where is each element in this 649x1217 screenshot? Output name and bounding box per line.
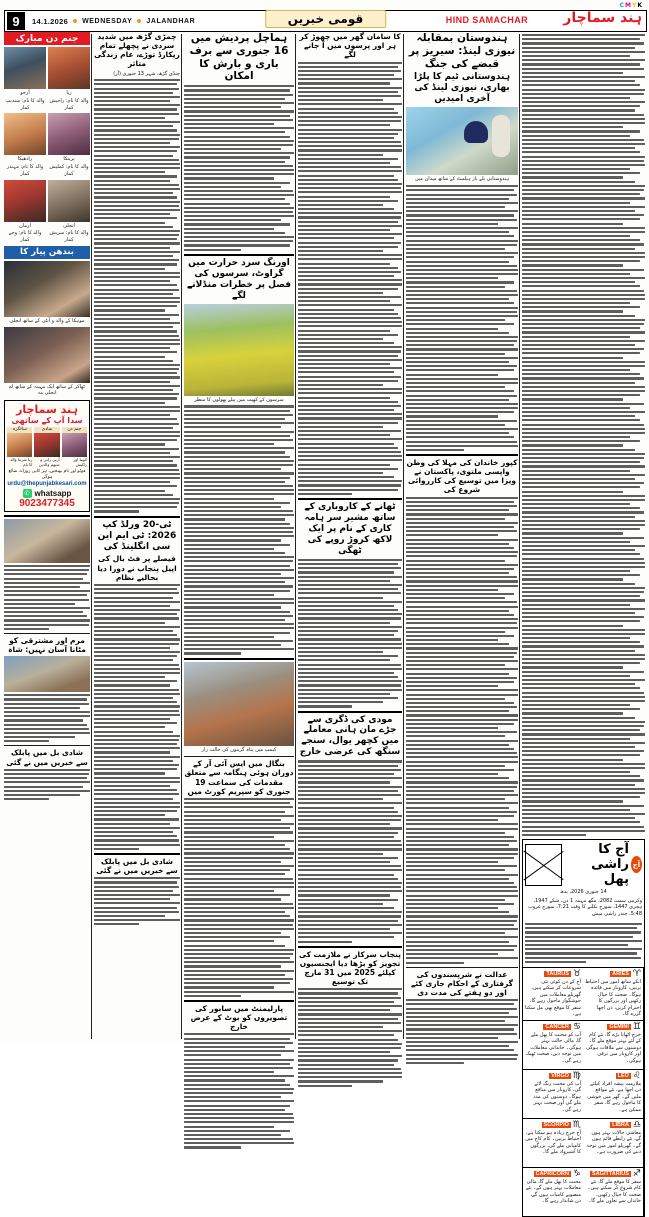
story-body [298,988,402,1086]
headline-bottom-col2: شادی بل میں پابلک سے خبریں میں نے گئی [96,856,178,876]
ad-tile [7,427,32,467]
zodiac-text: انکے ساتھ امور میں احتیاط برتیں، کاروبار میں فائدہ ہوگا۔ صحت کا خیال رکھیں اور بزرگوں کا احترام کریں، دن اچھا گزرے گا۔ [585,978,641,1018]
separator-dot-2 [137,19,141,23]
zodiac-text: خرچ اٹھانا پڑے گا، نئے کام کے لئے بہتر موقع ملے گا۔ دوستوں سے ملاقات ہوگی اور کاروبار میں ترقی ہوگی۔ [586,1031,641,1064]
birthday-card [48,47,90,111]
ad-tile-caption: آرتی رانی و شبھم والدین [38,456,60,468]
child-photo [4,47,46,89]
couple-caption-2: ٹھاکر کے ساتھ ایک مہینہ کے ساتھ اے انجلی مہ [9,383,85,397]
story-body [184,85,294,250]
zodiac-text: آج کے دن کوئی نئی شروعات کر سکتے ہیں، گھریلو معاملات میں خوشگوار ماحول رہے گا، سفر کا موقع بھی مل سکتا ہے۔ [525,978,581,1018]
photo-mustard-field [184,304,294,396]
headline-kapoor-family: کپور خاندان کی مہلا کی وطن واپسی ملتوی، پاکستان نے ویزا میں توسیع کی کارروائی شروع کی [406,458,518,495]
zodiac-row [523,1020,644,1069]
zodiac-text: ملازمت پیشہ افراد کیلئے دن اچھا ہے، نئے مواقع ملیں گے۔ گھر میں خوشی کا ماحول رہے گا، سفر ممکن ہے۔ [587,1080,641,1113]
zodiac-text: معاشی حالات بہتر ہوں گے، نئے رابطے قائم ہوں گے۔ گھریلو امور میں توجہ دینے کی ضرورت ہے۔ [586,1129,641,1156]
child-parent: والد کا نام: مہندر کمار [6,164,44,177]
cancer-icon: ♋ [572,1021,581,1032]
story-body [298,62,402,495]
child-parent: والد کا نام: راجیش کمار [49,97,89,111]
column-4 [298,32,402,1089]
aries-icon: ♈ [632,968,641,979]
story-body [406,497,518,964]
love-banner: بندھن پیار کا [4,246,90,259]
story-body [184,1033,294,1148]
zodiac-name-en: CANCER [545,1024,569,1031]
child-parent: والد کا نام: کملیش کمار [49,164,89,177]
whatsapp-label: whatsapp [34,488,72,498]
headline-himachal-snow: ہماچل پردیش میں 16 جنوری سے برف باری و بارش کا امکان [189,32,289,83]
column-rule-5 [519,34,520,1039]
child-photo [4,180,46,222]
ad-brand-logo: ہند سماچار [16,403,78,416]
horoscope-badge: آج [631,856,642,873]
divider [406,454,518,456]
story-body [184,405,294,654]
ad-tiles [7,427,87,467]
column-1 [4,32,90,802]
column-rule-2 [181,34,182,1039]
child-parent: والد کا نام: سریش کمار [49,230,89,243]
horoscope-header [523,840,644,889]
ad-tile-label: سالگرہ [7,427,32,433]
divider [298,711,402,713]
headline-court-order: عدالت نے شرپسندوں کی گرفتاری کے احکام جاری کئے اور دو ہفتے کی مدت دی [410,969,514,997]
brand-name-english: HIND SAMACHAR [445,15,528,25]
ad-tile-caption: کویتا اور راکیش [73,456,87,468]
divider [184,1000,294,1002]
zodiac-name-en: SCORPIO [543,1122,569,1129]
column-6 [522,32,645,1217]
divider [184,254,294,256]
story-body [406,185,518,451]
child-name: ارمان [19,222,31,229]
zodiac-card-sagittarius[interactable] [583,1168,644,1216]
column-5 [406,32,518,1066]
zodiac-title [525,1072,581,1081]
ad-tile [34,427,59,467]
ad-note: فوٹو اور نام بھیجیں، ہر کاپی روزانہ شائع ہوگی [8,469,86,481]
headline-t20-worldcup: ٹی-20 ورلڈ کپ 2026: ٹی ایم این سی انگلینڈ کی [97,519,177,552]
zodiac-card-virgo[interactable] [523,1070,583,1118]
birthday-card [4,113,46,177]
child-name: پرینکا [63,156,75,163]
zodiac-name-en: ARIES [612,971,629,978]
publication-date: 14.1.2026 [32,16,69,26]
ad-tile [62,427,87,467]
photo-caption-field: سرسوں کے کھیت میں پیلے پھولوں کا منظر [194,396,284,403]
section-banner: قومی خبریں [265,10,386,28]
kundli-chart-icon [525,844,562,886]
column-rule-3 [295,34,296,1039]
zodiac-name-en: TAURUS [546,971,569,978]
divider [4,633,90,634]
couple-photo-2 [4,327,90,383]
child-parent: والد کا نام: سندیپ کمار [5,97,45,111]
horoscope-title: آج کا راشی پھل [591,842,629,887]
zodiac-title [585,1170,641,1179]
story-body [184,798,294,997]
zodiac-title [585,1121,641,1130]
child-name: ریا [66,90,72,96]
cmyk-c: C [619,2,625,9]
story-body [4,565,90,630]
ad-tile-photo [62,433,87,457]
cmyk-k: K [637,2,643,9]
column-3 [184,32,294,1151]
zodiac-name-en: CAPRICORN [535,1171,569,1178]
headline-col4-top: کا سامان گھر میں چھوڑ کر ہر اور پرسوں میں آ جانے لگے [299,32,401,60]
ad-tile-label: شادی [34,427,59,433]
page-number: 9 [7,12,25,30]
horoscope-date: 14 جنوری 2026، بدھ [560,889,607,895]
story-headline: مرم اور مشترقی کو مٹانا آسان نہیں: شاہ [8,635,86,655]
zodiac-row [523,1118,644,1167]
cmyk-m: M [625,2,632,9]
birthday-grid-row-1 [4,47,90,111]
ad-tile-caption: ریا شرما والد کا نام [10,456,33,468]
divider [184,756,294,757]
zodiac-title [585,1072,641,1081]
child-parent: والد کا نام: وجے کمار [8,230,42,243]
ad-tile-photo [34,433,59,457]
story-body [522,34,645,836]
couple-photo-1 [4,261,90,317]
cricket-helmet-icon [464,121,488,143]
divider [94,853,180,855]
whatsapp-number[interactable]: 9023477345 [19,497,75,509]
divider [4,745,90,746]
story-body [4,769,90,800]
virgo-icon: ♍ [572,1070,581,1081]
child-photo [48,47,90,89]
ad-email[interactable]: urdu@thepunjabkesari.com [7,480,87,487]
horoscope-section [522,839,645,1217]
story-body [406,999,518,1064]
zodiac-name-en: GEMINI [609,1024,629,1031]
headline-parliament: پارلیمنٹ میں سابور کی تصویروں کو بوٹ کے عرض خارج [190,1003,288,1032]
story-body [298,559,402,708]
story-body [298,760,402,942]
zodiac-card-aries[interactable] [583,968,644,1020]
sagittarius-icon: ♐ [632,1168,641,1179]
zodiac-name-en: LEO [617,1073,629,1080]
photo-refugee-camp [184,662,294,746]
zodiac-name-en: VIRGO [551,1073,569,1080]
zodiac-text: آپ کی محنت رنگ لائے گی، کاروبار میں منافع ہوگا۔ دوستوں کی مدد ملے گی اور صحت بہتر رہے گی۔ [533,1080,581,1113]
headline-ind-vs-nz: ہندوستان بمقابلہ نیوزی لینڈ: سیریز پر قبضے کی جنگ [408,32,516,70]
story-body [94,584,180,850]
headline-mustard-crop: اورنگ سرد حرارت میں گراوٹ، سرسوں کی فصل پر خطرات منڈلانے لگے [187,257,291,301]
ad-tagline: سدا آپ کے ساتھی [7,416,87,425]
zodiac-card-taurus[interactable] [523,968,583,1020]
zodiac-title [525,970,581,979]
headline-modi-degree: مودی کی ڈگری سے جڑے مان ہانی معاملے میں کچھر یوال، سنجے سنگھ کی عرضی خارج [299,714,401,758]
zodiac-text: محنت کا پھل ملے گا، مالی معاملات بہتر ہوں گے۔ نئے منصوبے کامیاب ہوں گے، دن شاندار رہے گا۔ [525,1178,581,1205]
zodiac-row [523,967,644,1020]
child-name: رادھیکا [17,156,33,163]
photo-caption-refugee: کیمپ میں پناہ گزینوں کی حالت زار [201,746,277,753]
leo-icon: ♌ [632,1070,641,1081]
cmyk-registration-marks [620,2,643,9]
birthday-card [48,180,90,244]
libra-icon: ♎ [632,1119,641,1130]
zodiac-card-gemini[interactable] [583,1021,644,1069]
story-body [94,79,180,512]
birthday-banner: جنم دن مبارک [4,32,90,45]
column-rule-4 [403,34,404,1039]
birthday-grid-row-2 [4,113,90,177]
birthday-card [48,113,90,177]
child-name: آرجو [20,90,30,96]
brand-name-urdu: ہند سماچار [563,10,642,26]
story-photo-leader [4,519,90,563]
cricketer-figure [492,115,510,157]
subheadline-ind-vs-nz: ہندوستانی ٹیم کا پلڑا بھاری، نیوزی لینڈ کی آخری امیدیں [414,72,510,105]
child-photo [48,180,90,222]
birthday-card [4,180,46,244]
zodiac-card-leo[interactable] [583,1070,644,1118]
divider [4,515,90,517]
subheadline-t20: فیصلے پر فٹ بال کی اپیل پنجاب نے دورا دیا بحالیے نظام [97,554,177,582]
column-rule-1 [91,34,92,1039]
zodiac-card-libra[interactable] [583,1119,644,1167]
classified-ad [4,400,90,512]
zodiac-name-en: SAGITTARIUS [592,1171,629,1178]
publication-city: JALANDHAR [146,17,196,25]
zodiac-row [523,1069,644,1118]
headline-bengal-sir: بنگال میں ایس آئی آر کے دوران ہوئی ہنگامہ سے متعلق مقدمات کی سماعت 19 جنوری کو سپریم کورٹ میں [184,759,294,796]
horoscope-panchang-body [523,919,644,967]
separator-dot-1 [73,19,77,23]
zodiac-title [525,1023,581,1032]
divider [184,658,294,660]
birthday-card [4,47,46,111]
divider [298,946,402,948]
zodiac-text: آپ کو محنت کا پھل ملے گا، مالی حالت بہتر ہوگی۔ خاندانی معاملات میں توجہ دیں، صحت ٹھیک رہے گی۔ [525,1031,581,1064]
divider [406,967,518,968]
headline-chandigarh-cold: چمڑی گڑھ میں شدید سردی نے پچھلے تمام ریکارڈ توڑے، عام زندگی متاثر [94,32,180,69]
whatsapp-row[interactable] [7,489,87,498]
masthead [4,10,647,32]
zodiac-name-en: LIBRA [612,1122,629,1129]
divider [94,516,180,518]
story-photo-boat [4,656,90,692]
ad-tile-label: جنم دن [62,427,87,433]
zodiac-text: سفر کا موقع ملے گا، نئے کام شروع کر سکتے ہیں۔ صحت کا خیال رکھیں، خاندان سے تعاون ملے گا۔ [587,1178,641,1205]
zodiac-title [525,1121,581,1130]
story-body [4,694,90,742]
zodiac-row [523,1167,644,1216]
couple-caption-1: مونیکا کے والد و آنٹی کے ساتھ انجلی [9,317,85,324]
child-photo [4,113,46,155]
taurus-icon: ♉ [572,968,581,979]
publication-day: WEDNESDAY [82,17,133,25]
story-headline: شادی بل میں پابلک سے خبریں میں نے گئی [6,748,88,767]
headline-thane-fraud: ٹھانے کے کاروباری کے ساتھ مشیر سر ہامہ کاری کے نام پر ایک لاکھ کروڑ روپے کی ٹھگی [304,501,396,556]
child-name: انجلی [63,222,75,229]
zodiac-card-cancer[interactable] [523,1021,583,1069]
story-dateline: چنڈی گڑھ، شہر 13 جنوری (آر) [113,70,180,77]
scorpio-icon: ♏ [572,1119,581,1130]
zodiac-text: آج خرچ زیادہ ہو سکتا ہے، احتیاط برتیں۔ کام کاج میں کامیابی ملے گی، بزرگوں کا آشیرواد ملے گا۔ [525,1129,581,1156]
zodiac-title [585,970,641,979]
ad-tile-photo [7,433,32,457]
divider [298,498,402,500]
column-2 [94,32,180,928]
zodiac-card-scorpio[interactable] [523,1119,583,1167]
gemini-icon: ♊ [632,1021,641,1032]
photo-cricketer [406,107,518,175]
child-photo [48,113,90,155]
zodiac-card-capricorn[interactable] [523,1168,583,1216]
cmyk-y: Y [631,2,638,9]
photo-caption-cricket: ہندوستانی بلے باز ہیلمٹ کے ساتھ میدان میں [414,176,510,183]
capricorn-icon: ♑ [572,1168,581,1179]
story-body [94,877,180,925]
whatsapp-icon: ✆ [24,489,30,497]
birthday-grid-row-3 [4,180,90,244]
zodiac-title [585,1023,641,1032]
horoscope-panchang: وکرمی سمت 2082، مگھ مہینہ 1 دن، شکے 1947، ہجری 1447، سورج نکلنے کا وقت 7:21، سورج غروب 5:48، چندر راشی میش [528,897,642,917]
zodiac-title [525,1170,581,1179]
headline-punjab-extension: پنجاب سرکار نے ملازمت کی تجویز کو بڑھا دیا ایجنسیوں کیلئے 2025 میں 31 مارچ تک توسیع [298,949,401,987]
